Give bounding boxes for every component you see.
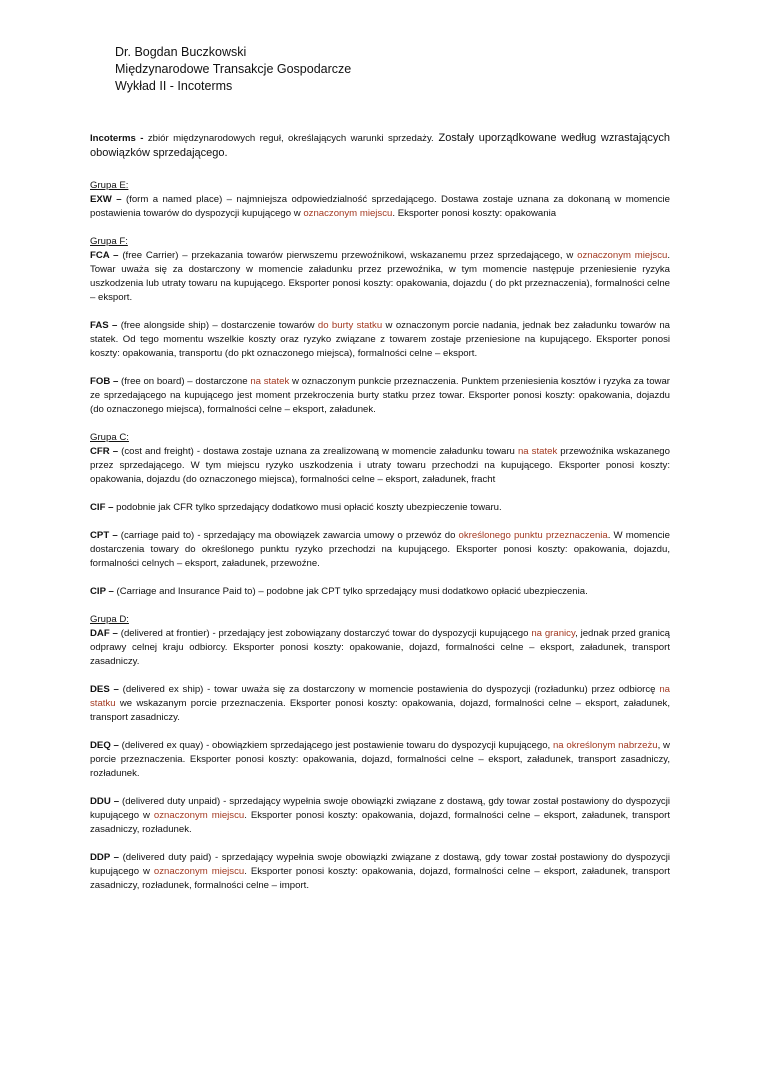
group-title: Grupa F:: [90, 236, 128, 247]
incoterm-entry: [90, 431, 670, 487]
incoterm-code: FCA –: [90, 250, 119, 261]
entry-text: . Eksporter ponosi koszty: opakowania: [392, 208, 557, 219]
entry-text: , jednak przed granicą odprawy celnej kraju odbiorcy. Eksporter ponosi koszty: opakowanie, dojazd, formalności celne – eksport, załadunek, transport zasadniczy.: [90, 628, 670, 667]
highlighted-location: oznaczonym miejscu: [153, 810, 245, 821]
course-title: Międzynarodowe Transakcje Gospodarcze: [115, 62, 352, 76]
author-name: Dr. Bogdan Buczkowski: [115, 45, 247, 59]
incoterm-entry: [90, 683, 670, 725]
incoterm-code: DAF –: [90, 628, 118, 639]
incoterm-entry: [90, 851, 670, 893]
entry-text: (delivered ex quay) - obowiązkiem sprzedającego jest postawienie towaru do dyspozycji kupującego,: [118, 740, 553, 751]
entry-text: (free on board) – dostarczone: [118, 376, 251, 387]
entry-text: (delivered duty unpaid) - sprzedający wypełnia swoje obowiązki związane z dostawą, gdy towar został postawiony do dyspozycji kupującego w: [90, 796, 670, 821]
highlighted-location: na granicy: [531, 628, 576, 639]
incoterm-entry: [90, 613, 670, 669]
incoterm-group: [90, 179, 670, 221]
entry-text: w oznaczonym punkcie przeznaczenia. Punktem przeniesienia kosztów i ryzyka za towar ze sprzedającego na kupującego jest moment przekroczenia burty statku przez towar. Eksporter ponosi koszty: opakowania, dojazdu (do oznaczonego miejsca), formalności celne – eksport, załadunek.: [90, 376, 670, 415]
highlighted-location: określonego punktu przeznaczenia: [458, 530, 608, 541]
incoterm-code: FOB –: [90, 376, 119, 387]
highlighted-location: oznaczonym miejscu: [153, 866, 245, 877]
group-title: Grupa E:: [90, 180, 129, 191]
highlighted-location: oznaczonym miejscu: [303, 208, 393, 219]
entry-text: . Eksporter ponosi koszty: opakowania, dojazd, formalności celne – eksport, załadunek, transport zasadniczy, rozładunek.: [90, 810, 670, 835]
lecture-title: Wykład II - Incoterms: [115, 79, 233, 93]
incoterm-entry: [90, 319, 670, 361]
highlighted-location: do burty statku: [317, 320, 383, 331]
entry-text: (free Carrier) – przekazania towarów pierwszemu przewoźnikowi, wskazanemu przez sprzedającego, w: [118, 250, 578, 261]
highlighted-location: na statku: [90, 684, 670, 709]
entry-text: . W momencie dostarczenia towary do określonego punktu ryzyko przechodzi na kupującego. Eksporter ponosi koszty: opakowania, dojazdu, formalności celnych – eksport, załadunek, przewoźne.: [90, 530, 670, 569]
entry-text: przewoźnika wskazanego przez sprzedającego. W tym miejscu ryzyko uszkodzenia i utraty towaru przechodzi na kupującego. Eksporter ponosi koszty: opakowania, dojazdu (do oznaczonego miejsca), formalności celne – eksport, załadunek, fracht: [90, 446, 670, 485]
incoterm-entry: [90, 529, 670, 571]
entry-text: (free alongside ship) – dostarczenie towarów: [117, 320, 318, 331]
entry-text: . Eksporter ponosi koszty: opakowania, dojazd, formalności celne – eksport, załadunek, transport zasadniczy, rozładunek, formalności celne – import.: [90, 866, 670, 891]
intro-text: zbiór międzynarodowych reguł, określających warunki sprzedaży.: [143, 133, 434, 144]
incoterm-code: DDP –: [90, 852, 120, 863]
incoterm-entry: [90, 179, 670, 221]
entry-text: (cost and freight) - dostawa zostaje uznana za zrealizowaną w momencie załadunku towaru: [118, 446, 518, 457]
entry-text: podobnie jak CFR tylko sprzedający dodatkowo musi opłacić koszty ubezpieczenie towaru.: [113, 502, 502, 513]
intro-paragraph: [90, 131, 670, 161]
entry-text: . Towar uważa się za dostarczony w momencie załadunku przez przewoźnika, w tym momencie następuje przeniesienie ryzyka uszkodzenia lub utraty towaru na kupującego. Eksporter ponosi koszty: opakowania, dojazdu ( do pkt przeznaczenia), formalności celne – eksport.: [90, 250, 670, 303]
incoterm-code: CPT –: [90, 530, 118, 541]
incoterm-entry: [90, 375, 670, 417]
incoterm-groups: [90, 179, 670, 893]
entry-text: (delivered duty paid) - sprzedający wypełnia swoje obowiązki związane z dostawą, gdy towar został postawiony do dyspozycji kupującego w: [90, 852, 670, 877]
entry-text: w oznaczonym porcie nadania, jednak bez załadunku towarów na statek. Od tego momentu wszelkie koszty oraz ryzyko związane z towarem zostaje przeniesione na kupującego. Eksporter ponosi koszty: opakowania, transportu (do pkt oznaczonego miejsca), formalności celne – eksport.: [90, 320, 670, 359]
entry-text: (delivered ex ship) - towar uważa się za dostarczony w momencie postawienia do dyspozycji (rozładunku) przez odbiorcę: [118, 684, 660, 695]
highlighted-location: na określonym nabrzeżu: [552, 740, 658, 751]
incoterm-group: [90, 431, 670, 599]
incoterm-group: [90, 235, 670, 417]
entry-text: we wskazanym porcie przeznaczenia. Eksporter ponosi koszty: opakowania, dojazd, formalności celne – eksport, załadunek, transport zasadniczy.: [90, 698, 670, 723]
highlighted-location: na statek: [517, 446, 558, 457]
incoterm-code: CIP –: [90, 586, 114, 597]
incoterm-code: CIF –: [90, 502, 114, 513]
intro-text-large: Zostały uporządkowane według wzrastających obowiązków sprzedającego.: [90, 132, 671, 159]
incoterm-code: DES –: [90, 684, 119, 695]
document-body: [90, 131, 670, 907]
intro-term: Incoterms -: [90, 133, 144, 144]
entry-text: , w porcie przeznaczenia. Eksporter ponosi koszty: opakowania, dojazd, formalności celne – eksport, załadunek, transport zasadniczy, rozładunek.: [90, 740, 670, 779]
incoterm-entry: [90, 739, 670, 781]
entry-text: (Carriage and Insurance Paid to) – podobne jak CPT tylko sprzedający musi dodatkowo opłacić ubezpieczenia.: [113, 586, 588, 597]
incoterm-code: DEQ –: [90, 740, 119, 751]
entry-text: (form a named place) – najmniejsza odpowiedzialność sprzedającego. Dostawa zostaje uznana za dokonaną w momencie postawienia towarów do dyspozycji kupującego w: [90, 194, 670, 219]
entry-text: (carriage paid to) - sprzedający ma obowiązek zawarcia umowy o przewóz do: [117, 530, 459, 541]
group-title: Grupa D:: [90, 614, 129, 625]
document-header: [115, 44, 351, 95]
incoterm-group: [90, 613, 670, 893]
highlighted-location: na statek: [250, 376, 290, 387]
incoterm-code: DDU –: [90, 796, 120, 807]
incoterm-code: CFR –: [90, 446, 119, 457]
incoterm-entry: [90, 585, 670, 599]
incoterm-entry: [90, 795, 670, 837]
group-title: Grupa C:: [90, 432, 129, 443]
incoterm-entry: [90, 235, 670, 305]
highlighted-location: oznaczonym miejscu: [577, 250, 668, 261]
incoterm-code: FAS –: [90, 320, 118, 331]
incoterm-entry: [90, 501, 670, 515]
entry-text: (delivered at frontier) - przedający jest zobowiązany dostarczyć towar do dyspozycji kupującego: [117, 628, 532, 639]
incoterm-code: EXW –: [90, 194, 122, 205]
